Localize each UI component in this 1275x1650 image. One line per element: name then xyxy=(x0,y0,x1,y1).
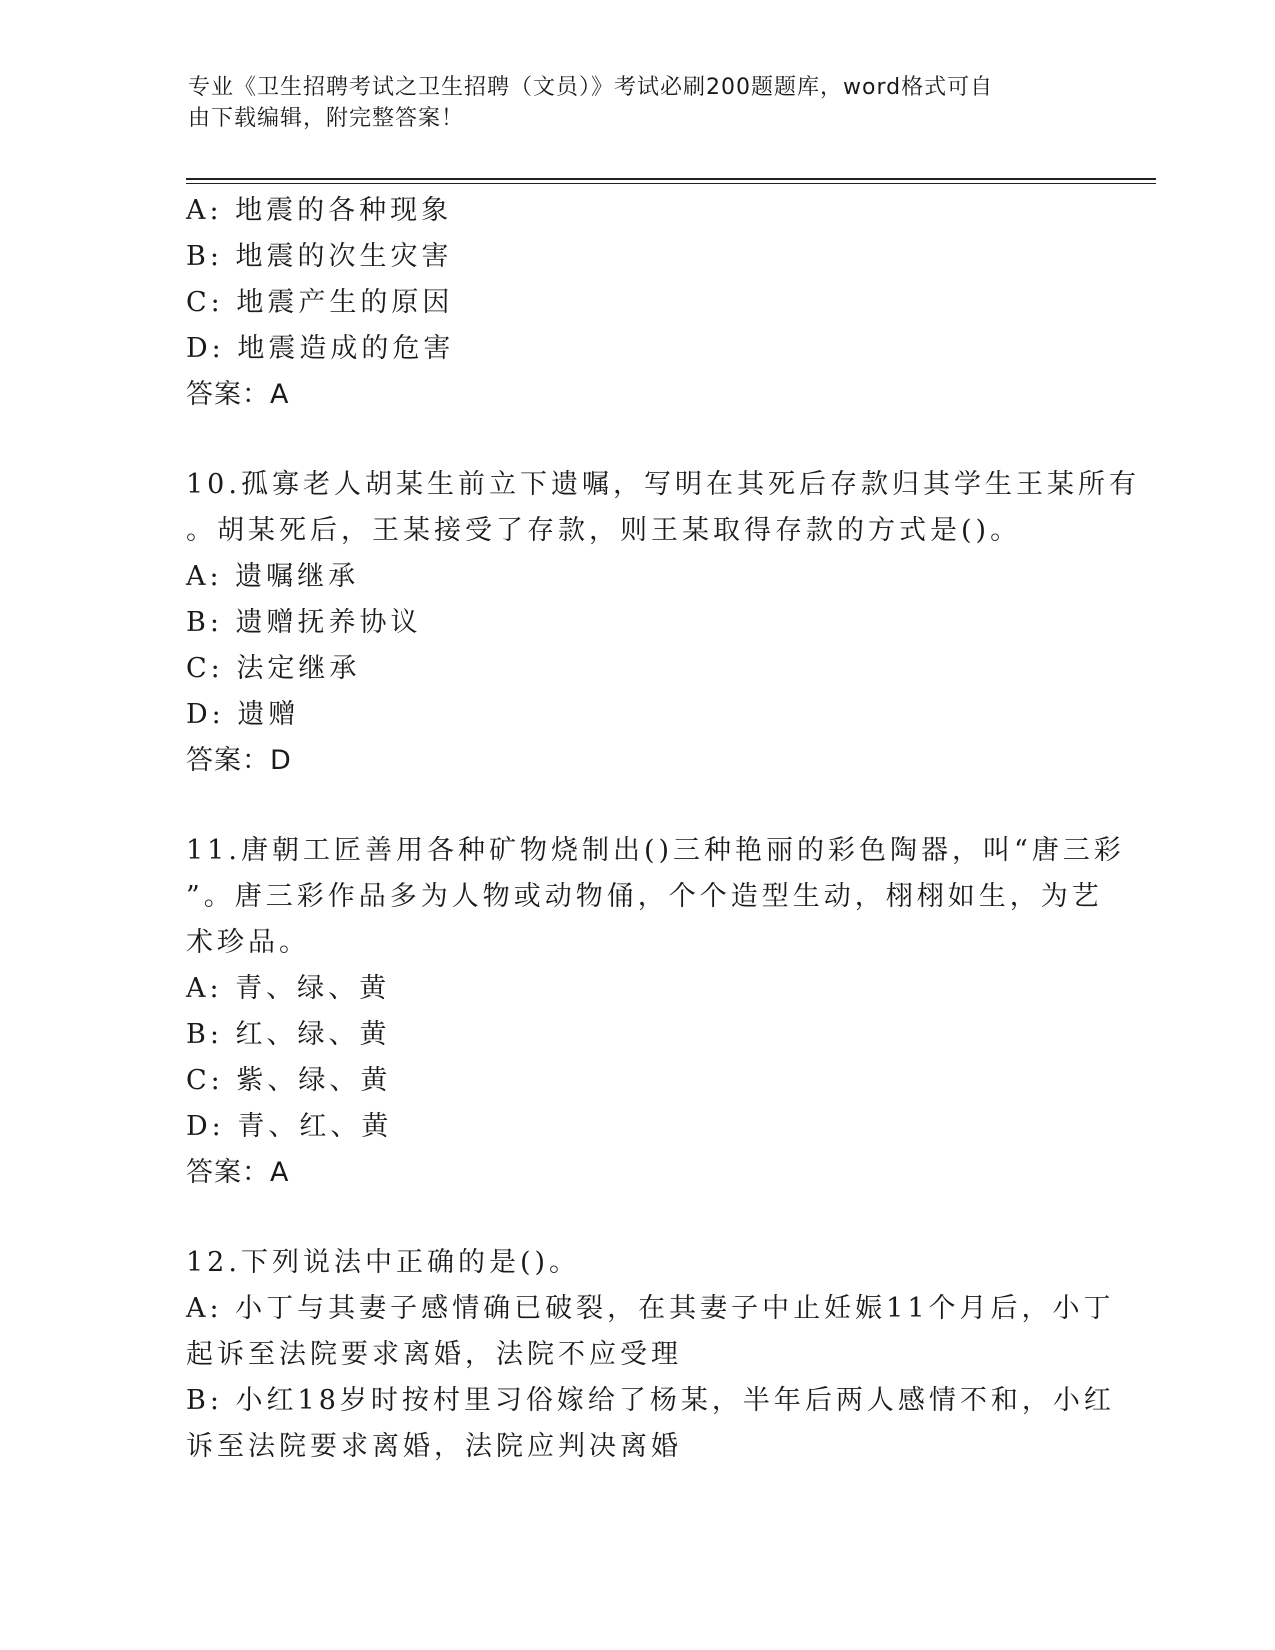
option-b: B: 小红18岁时按村里习俗嫁给了杨某，半年后两人感情不和，小红 xyxy=(186,1385,1115,1416)
answer: 答案：D xyxy=(186,745,292,776)
question-stem-line: ”。唐三彩作品多为人物或动物俑，个个造型生动，栩栩如生，为艺 xyxy=(186,881,1103,912)
option-d: D: 地震造成的危害 xyxy=(186,333,455,364)
question-body xyxy=(186,188,1140,1470)
spacer xyxy=(186,418,1086,462)
option-a-continued: 起诉至法院要求离婚，法院不应受理 xyxy=(186,1339,682,1370)
option-c: C: 地震产生的原因 xyxy=(186,287,454,318)
option-c: C: 法定继承 xyxy=(186,653,361,684)
option-b: B: 遗赠抚养协议 xyxy=(186,607,422,638)
spacer xyxy=(186,784,1086,828)
question-stem-line: 。胡某死后，王某接受了存款，则王某取得存款的方式是()。 xyxy=(186,515,1022,546)
option-b: B: 地震的次生灾害 xyxy=(186,241,453,272)
document-header xyxy=(188,72,1078,134)
question-10 xyxy=(186,462,1140,784)
header-line-1: 专业《卫生招聘考试之卫生招聘（文员）》考试必刷200题题库，word格式可自 xyxy=(188,75,994,100)
option-c: C: 紫、绿、黄 xyxy=(186,1065,392,1096)
header-rule-thin xyxy=(186,183,1156,184)
answer: 答案：A xyxy=(186,1157,290,1188)
spacer xyxy=(186,1196,1086,1240)
question-stem-line: 术珍品。 xyxy=(186,927,310,958)
option-d: D: 青、红、黄 xyxy=(186,1111,393,1142)
answer: 答案：A xyxy=(186,379,290,410)
question-stem-line: 12.下列说法中正确的是()。 xyxy=(186,1247,581,1278)
option-a: A: 青、绿、黄 xyxy=(186,973,391,1004)
option-b-continued: 诉至法院要求离婚，法院应判决离婚 xyxy=(186,1431,682,1462)
header-line-2: 由下载编辑，附完整答案！ xyxy=(188,106,465,131)
question-11 xyxy=(186,828,1125,1196)
option-d: D: 遗赠 xyxy=(186,699,300,730)
header-rule-thick xyxy=(186,178,1156,180)
option-a: A: 小丁与其妻子感情确已破裂，在其妻子中止妊娠11个月后，小丁 xyxy=(186,1293,1115,1324)
option-b: B: 红、绿、黄 xyxy=(186,1019,391,1050)
question-9 xyxy=(186,188,1086,418)
option-a: A: 遗嘱继承 xyxy=(186,561,360,592)
question-stem-line: 11.唐朝工匠善用各种矿物烧制出()三种艳丽的彩色陶器，叫“唐三彩 xyxy=(186,835,1125,866)
question-12 xyxy=(186,1240,1115,1470)
option-a: A: 地震的各种现象 xyxy=(186,195,453,226)
question-stem-line: 10.孤寡老人胡某生前立下遗嘱，写明在其死后存款归其学生王某所有 xyxy=(186,469,1140,500)
